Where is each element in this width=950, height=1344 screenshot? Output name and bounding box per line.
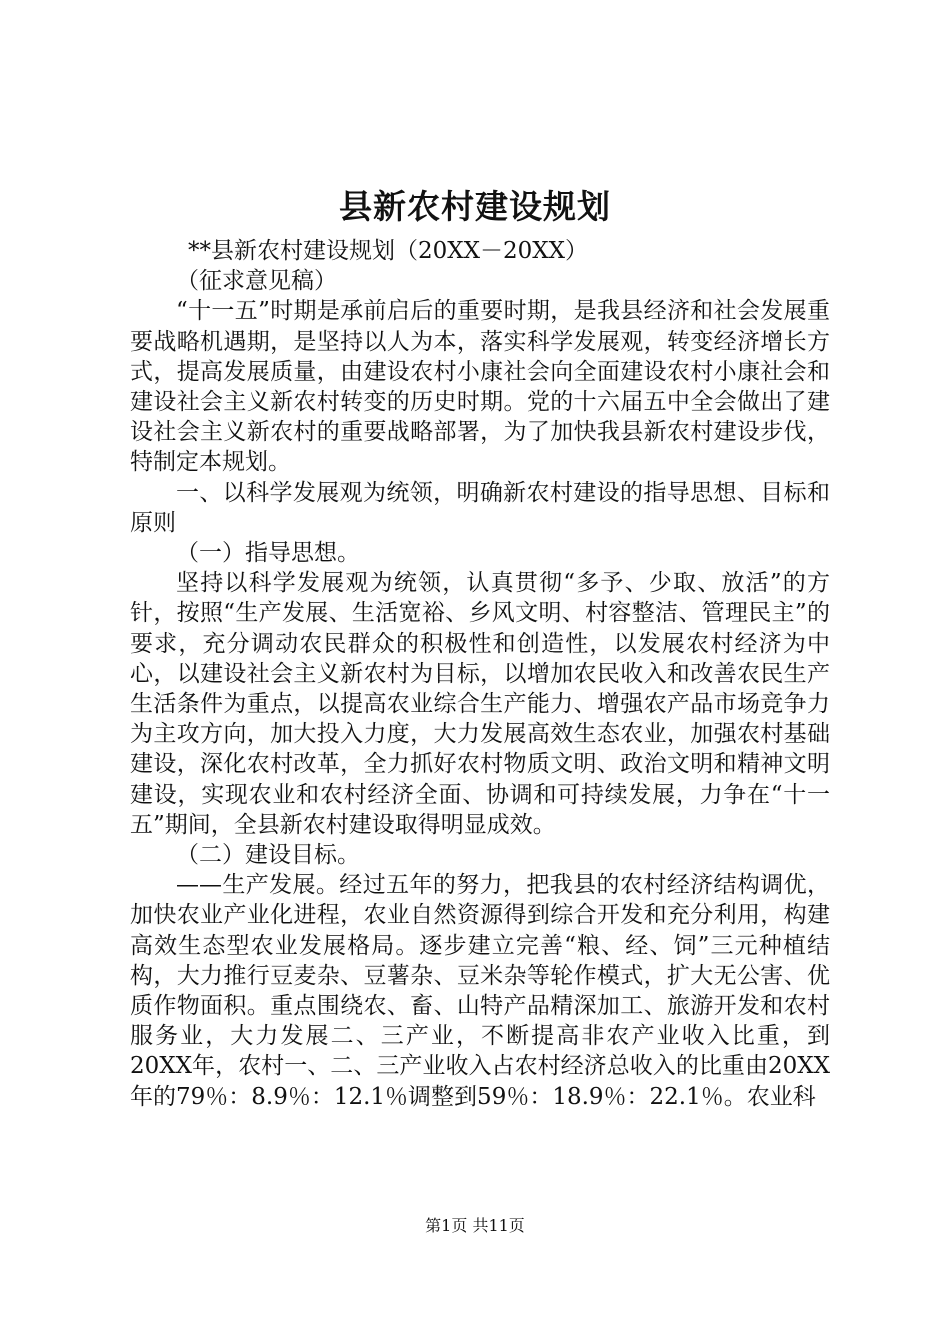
document-title: 县新农村建设规划: [339, 187, 611, 226]
intro-paragraph: “十一五”时期是承前启后的重要时期，是我县经济和社会发展重要战略机遇期，是坚持以人为本，落实科学发展观，转变经济增长方式，提高发展质量，由建设农村小康社会向全面建设农村小康社会和建设社会主义新农村转变的历史时期。党的十六届五中全会做出了建设社会主义新农村的重要战略部署，为了加快我县新农村建设步伐，特制定本规划。: [130, 298, 830, 476]
subsection-heading: （二）建设目标。: [176, 842, 360, 869]
draft-note: （征求意见稿）: [176, 268, 337, 295]
subsection-heading: （一）指导思想。: [176, 540, 360, 567]
document-subtitle: **县新农村建设规划（20XX－20XX）: [188, 238, 589, 264]
section-heading: 一、以科学发展观为统领，明确新农村建设的指导思想、目标和原则: [130, 479, 830, 536]
construction-goal-paragraph: ——生产发展。经过五年的努力，把我县的农村经济结构调优，加快农业产业化进程，农业自然资源得到综合开发和充分利用，构建高效生态型农业发展格局。逐步建立完善“粮、经、饲”三元种植结构，大力推行豆麦杂、豆薯杂、豆米杂等轮作模式，扩大无公害、优质作物面积。重点围绕农、畜、山特产品精深加工、旅游开发和农村服务业，大力发展二、三产业，不断提高非农产业收入比重，到20XX年，农村一、二、三产业收入占农村经济总收入的比重由20XX年的79％：8.9％：12.1％调整到59％：18.9％：22.1％。农业科: [130, 872, 830, 1110]
document-body: [130, 236, 830, 1112]
page-footer: 第1页 共11页: [425, 1216, 525, 1235]
guiding-thought-paragraph: 坚持以科学发展观为统领，认真贯彻“多予、少取、放活”的方针，按照“生产发展、生活宽裕、乡风文明、村容整洁、管理民主”的要求，充分调动农民群众的积极性和创造性，以发展农村经济为中心，以建设社会主义新农村为目标，以增加农民收入和改善农民生产生活条件为重点，以提高农业综合生产能力、增强农产品市场竞争力为主攻方向，加大投入力度，大力发展高效生态农业，加强农村基础建设，深化农村改革，全力抓好农村物质文明、政治文明和精神文明建设，实现农业和农村经济全面、协调和可持续发展，力争在“十一五”期间，全县新农村建设取得明显成效。: [130, 570, 830, 838]
